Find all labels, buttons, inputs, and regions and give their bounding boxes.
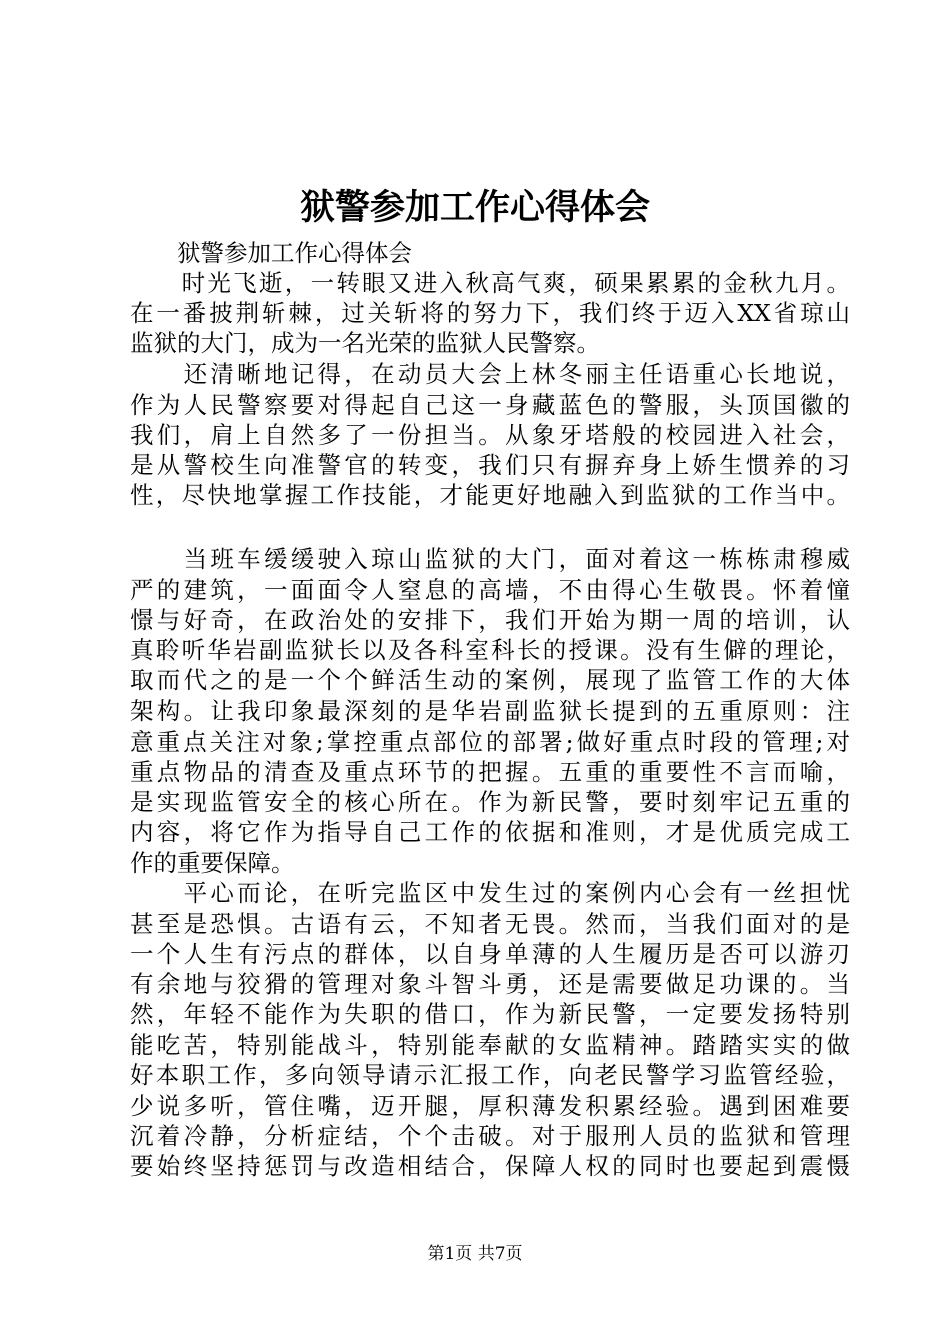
text-line: 然，年轻不能作为失职的借口，作为新民警，一定要发扬特别 (130, 1000, 850, 1028)
text-line: 好本职工作，多向领导请示汇报工作，向老民警学习监管经验， (130, 1061, 850, 1089)
text-line: 狱警参加工作心得体会 (130, 239, 412, 267)
text-line: 还清晰地记得，在动员大会上林冬丽主任语重心长地说， (130, 360, 850, 388)
document-title: 狱警参加工作心得体会 (299, 187, 650, 228)
text-line: 作为人民警察要对得起自己这一身藏蓝色的警服，头顶国徽的 (130, 391, 850, 419)
text-line: 严的建筑，一面面令人窒息的高墙，不由得心生敬畏。怀着憧 (130, 576, 850, 604)
text-line: 真聆听华岩副监狱长以及各科室科长的授课。没有生僻的理论， (130, 636, 850, 664)
text-line: 内容，将它作为指导自己工作的依据和准则，才是优质完成工 (130, 818, 850, 846)
text-line: 是实现监管安全的核心所在。作为新民警，要时刻牢记五重的 (130, 788, 850, 816)
text-line: 性，尽快地掌握工作技能，才能更好地融入到监狱的工作当中。 (130, 481, 850, 509)
text-line: 沉着冷静，分析症结，个个击破。对于服刑人员的监狱和管理 (130, 1122, 850, 1150)
text-line: 能吃苦，特别能战斗，特别能奉献的女监精神。踏踏实实的做 (130, 1031, 850, 1059)
text-line: 当班车缓缓驶入琼山监狱的大门，面对着这一栋栋肃穆威 (130, 545, 850, 573)
text-line: 意重点关注对象;掌控重点部位的部署;做好重点时段的管理;对 (130, 728, 850, 756)
text-line: 监狱的大门，成为一名光荣的监狱人民警察。 (130, 329, 600, 357)
text-line: 少说多听，管住嘴，迈开腿，厚积薄发积累经验。遇到困难要 (130, 1092, 850, 1120)
text-line: 取而代之的是一个个鲜活生动的案例，展现了监管工作的大体 (130, 666, 850, 694)
text-line: 时光飞逝，一转眼又进入秋高气爽，硕果累累的金秋九月。 (130, 269, 850, 297)
text-line: 是从警校生向准警官的转变，我们只有摒弃身上娇生惯养的习 (130, 451, 850, 479)
text-line: 要始终坚持惩罚与改造相结合，保障人权的同时也要起到震慑 (130, 1152, 850, 1180)
text-line: 一个人生有污点的群体，以自身单薄的人生履历是否可以游刃 (130, 940, 850, 968)
text-line: 在一番披荆斩棘，过关斩将的努力下，我们终于迈入XX省琼山 (130, 299, 850, 327)
text-line: 憬与好奇，在政治处的安排下，我们开始为期一周的培训，认 (130, 606, 850, 634)
page-footer: 第1页 共7页 (427, 1244, 523, 1264)
text-line: 作的重要保障。 (130, 849, 295, 877)
text-line: 有余地与狡猾的管理对象斗智斗勇，还是需要做足功课的。当 (130, 970, 850, 998)
text-line: 平心而论，在听完监区中发生过的案例内心会有一丝担忧 (130, 879, 850, 907)
text-line: 架构。让我印象最深刻的是华岩副监狱长提到的五重原则：注 (130, 697, 850, 725)
text-line: 甚至是恐惧。古语有云，不知者无畏。然而，当我们面对的是 (130, 910, 850, 938)
text-line: 我们，肩上自然多了一份担当。从象牙塔般的校园进入社会， (130, 421, 850, 449)
text-line: 重点物品的清查及重点环节的把握。五重的重要性不言而喻， (130, 758, 850, 786)
